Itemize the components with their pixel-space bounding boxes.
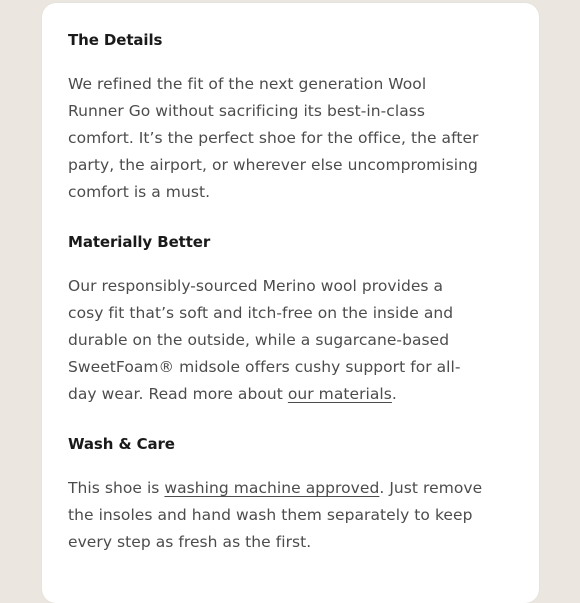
our-materials-link[interactable]: our materials [287, 385, 392, 403]
wash-care-line-first [68, 475, 508, 502]
washing-machine-approved-link[interactable]: washing machine approved [164, 479, 380, 497]
materials-line: cosy fit that’s soft and itch-free on the inside and [68, 304, 454, 322]
materials-line: SweetFoam® midsole offers cushy support for all- [68, 358, 461, 376]
section-body-wash-care [68, 475, 508, 556]
details-line: Runner Go without sacrificing its best-in-class [68, 102, 426, 120]
wash-care-line: the insoles and hand wash them separately to keep [68, 506, 473, 524]
materials-period: . [391, 385, 397, 403]
materials-read-more-text: day wear. Read more about [68, 385, 288, 403]
section-title-wash-care: Wash & Care [68, 435, 175, 453]
details-line: We refined the fit of the next generation Wool [68, 75, 427, 93]
materials-line-last [68, 381, 508, 408]
materials-line: durable on the outside, while a sugarcane-based [68, 331, 450, 349]
section-title-details: The Details [68, 31, 163, 49]
section-body-details [68, 71, 508, 206]
wash-care-remove-text: . Just remove [379, 479, 483, 497]
section-title-materials: Materially Better [68, 233, 211, 251]
section-body-materials [68, 273, 508, 408]
wash-care-intro-text: This shoe is [68, 479, 165, 497]
materials-line: Our responsibly-sourced Merino wool provides a [68, 277, 444, 295]
details-line: comfort is a must. [68, 183, 211, 201]
details-line: comfort. It’s the perfect shoe for the office, the after [68, 129, 479, 147]
wash-care-line: every step as fresh as the first. [68, 533, 312, 551]
details-line: party, the airport, or wherever else uncompromising [68, 156, 478, 174]
